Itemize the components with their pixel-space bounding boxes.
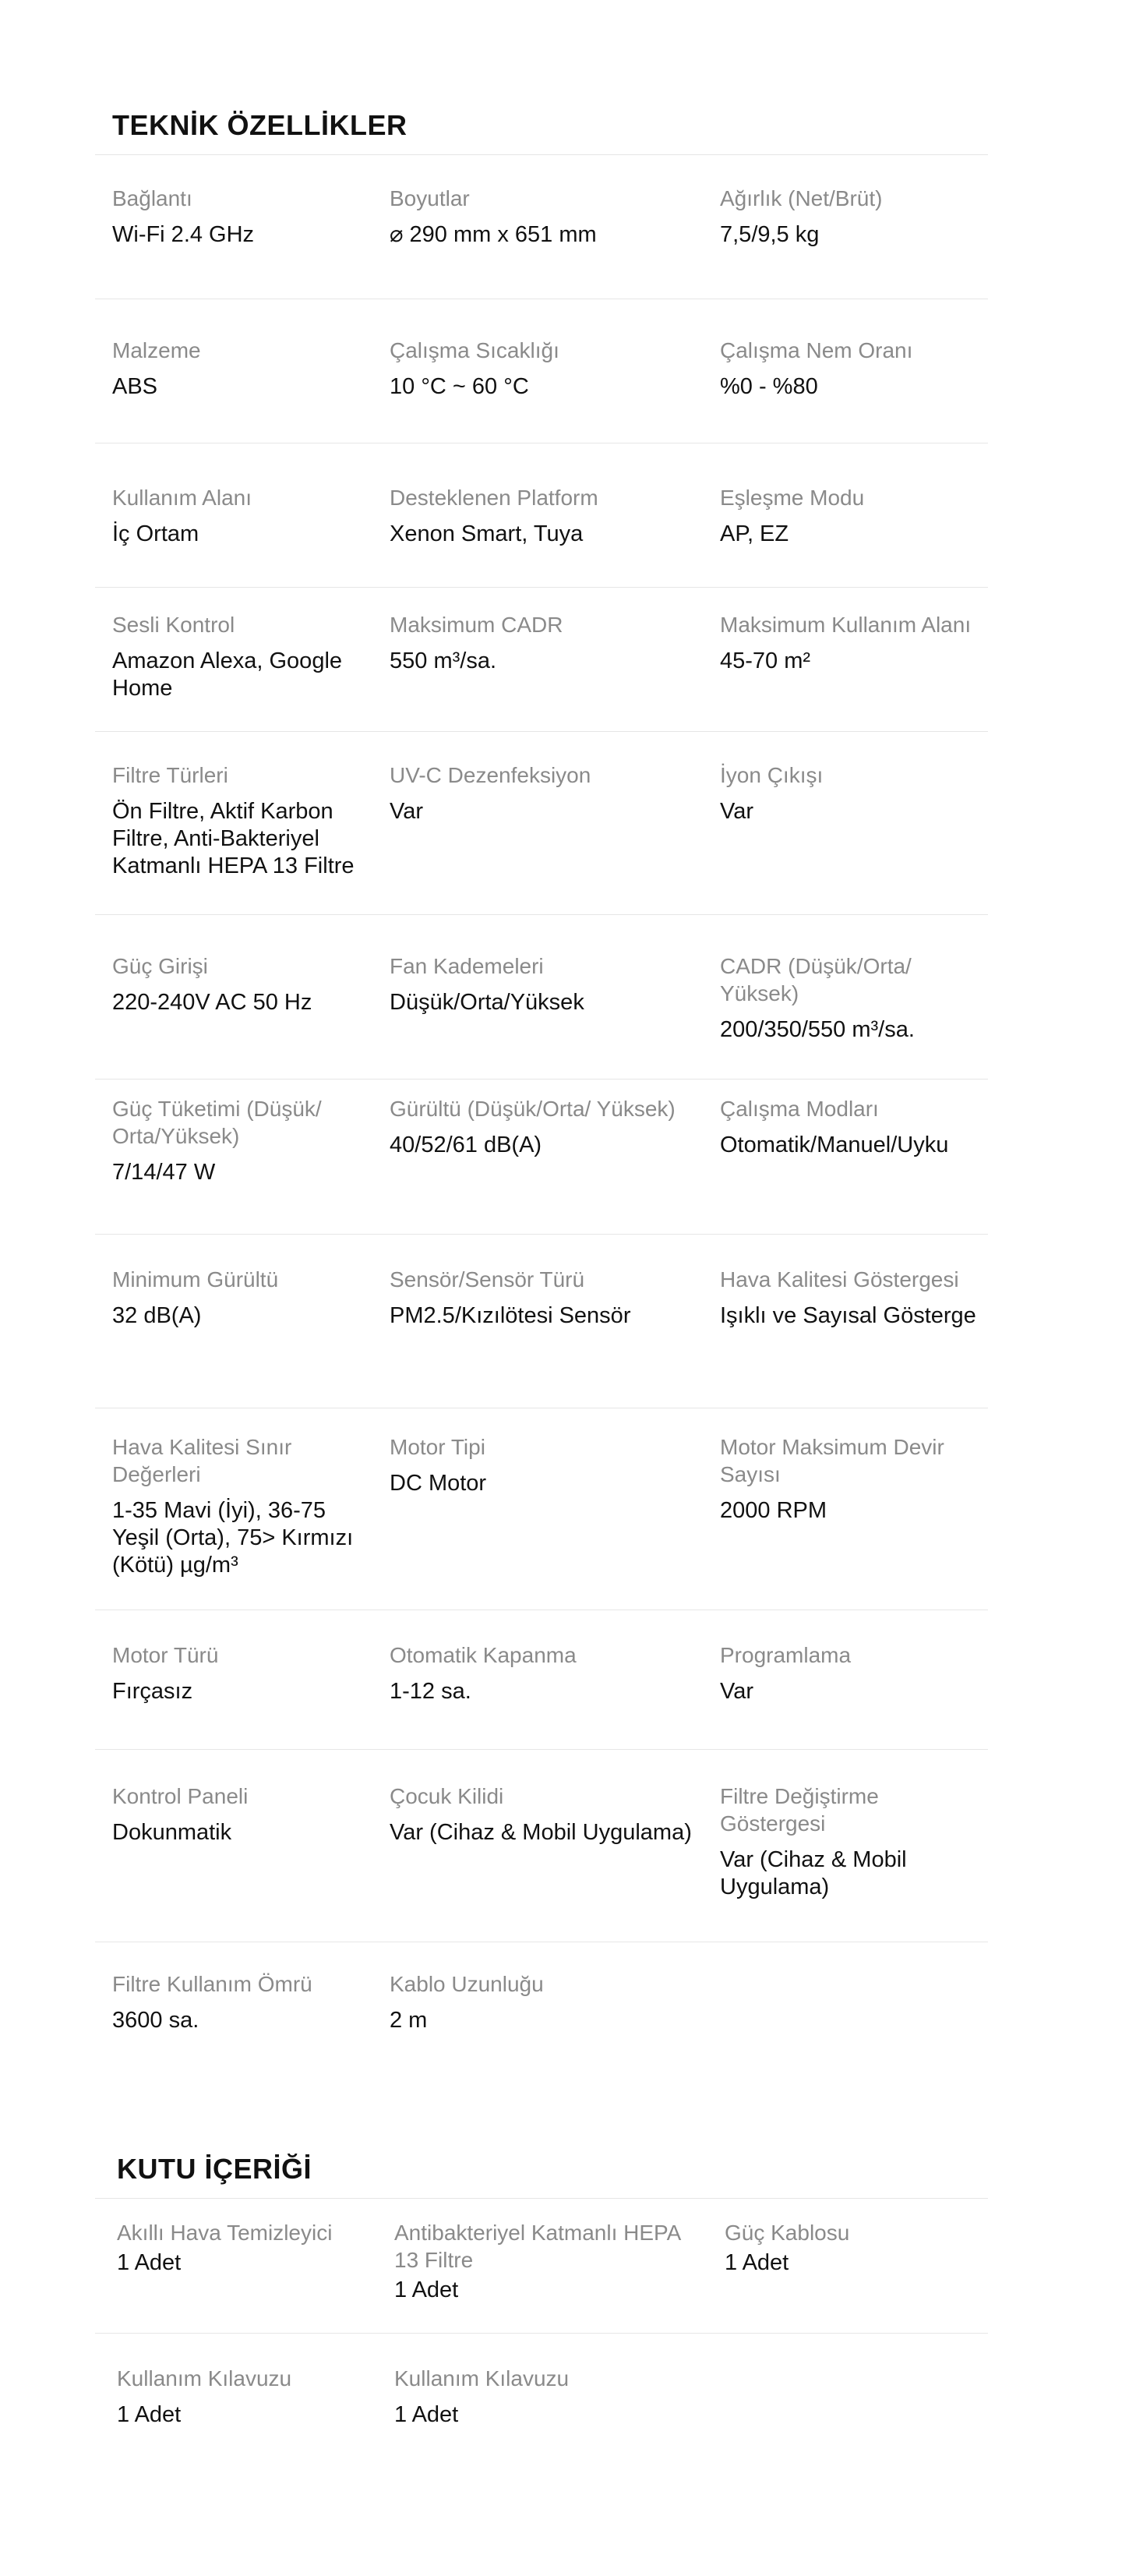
spec-label: CADR (Düşük/Orta/ Yüksek) — [720, 954, 912, 1005]
spec-cell — [720, 484, 985, 548]
spec-label: Motor Tipi — [390, 1435, 485, 1459]
spec-value: 3600 sa. — [112, 2008, 199, 2033]
box-item-label: Kullanım Kılavuzu — [394, 2366, 570, 2390]
spec-label: Filtre Kullanım Ömrü — [112, 1972, 312, 1996]
spec-cell — [720, 1641, 985, 1705]
spec-value: 2 m — [390, 2008, 428, 2033]
spec-value: 32 dB(A) — [112, 1303, 202, 1328]
spec-value: Amazon Alexa, Google Home — [112, 648, 343, 701]
spec-cell — [112, 761, 369, 880]
spec-cell — [112, 1266, 369, 1330]
box-row — [95, 2334, 988, 2443]
spec-cell — [390, 611, 701, 675]
spec-cell — [390, 1783, 701, 1846]
box-cell — [394, 2365, 706, 2429]
spec-label: Gürültü (Düşük/Orta/ Yüksek) — [390, 1097, 676, 1121]
spec-label: Çalışma Sıcaklığı — [390, 338, 559, 362]
box-row — [95, 2199, 988, 2334]
spec-label: Kullanım Alanı — [112, 486, 252, 510]
spec-label: Sesli Kontrol — [112, 613, 235, 637]
spec-cell — [720, 1266, 985, 1330]
spec-value: Düşük/Orta/Yüksek — [390, 990, 584, 1015]
spec-value: Var (Cihaz & Mobil Uygulama) — [390, 1820, 692, 1845]
spec-value: Wi-Fi 2.4 GHz — [112, 222, 255, 247]
spec-cell — [390, 1970, 701, 2034]
spec-label: Fan Kademeleri — [390, 954, 544, 978]
spec-label: Malzeme — [112, 338, 201, 362]
spec-cell — [112, 611, 369, 702]
spec-value: 7,5/9,5 kg — [720, 222, 820, 247]
spec-cell — [112, 337, 369, 401]
spec-value: Xenon Smart, Tuya — [390, 521, 584, 546]
spec-cell — [720, 761, 985, 825]
box-cell — [117, 2365, 366, 2429]
spec-value: ABS — [112, 374, 158, 399]
spec-value: Var — [390, 799, 423, 824]
box-item-quantity: 1 Adet — [394, 2277, 459, 2302]
specs-title: TEKNİK ÖZELLİKLER — [95, 92, 988, 155]
spec-label: Güç Tüketimi (Düşük/ Orta/Yüksek) — [112, 1097, 322, 1148]
box-item-quantity: 1 Adet — [117, 2402, 182, 2427]
spec-label: Otomatik Kapanma — [390, 1643, 577, 1667]
spec-row — [95, 1942, 988, 2067]
spec-row — [95, 155, 988, 299]
spec-cell — [112, 1433, 369, 1579]
box-cell — [394, 2219, 706, 2304]
spec-value: 7/14/47 W — [112, 1160, 216, 1185]
spec-label: Maksimum CADR — [390, 613, 563, 637]
spec-label: Eşleşme Modu — [720, 486, 865, 510]
spec-cell — [112, 1095, 369, 1186]
spec-value: ⌀ 290 mm x 651 mm — [390, 222, 597, 247]
spec-label: Kontrol Paneli — [112, 1784, 249, 1808]
spec-value: Otomatik/Manuel/Uyku — [720, 1133, 949, 1157]
spec-row — [95, 732, 988, 915]
box-item-quantity: 1 Adet — [117, 2250, 182, 2275]
spec-cell — [390, 484, 701, 548]
spec-value: Işıklı ve Sayısal Gösterge — [720, 1303, 976, 1328]
spec-row — [95, 588, 988, 732]
spec-value: Dokunmatik — [112, 1820, 232, 1845]
spec-row — [95, 1080, 988, 1235]
spec-value: 200/350/550 m³/sa. — [720, 1017, 915, 1042]
box-item-label: Güç Kablosu — [725, 2221, 850, 2245]
spec-cell — [720, 185, 985, 249]
spec-value: Ön Filtre, Aktif Karbon Filtre, Anti-Bakteriyel Katmanlı HEPA 13 Filtre — [112, 799, 355, 878]
spec-label: Filtre Türleri — [112, 763, 228, 787]
spec-label: İyon Çıkışı — [720, 763, 824, 787]
spec-cell — [390, 337, 701, 401]
spec-value: %0 - %80 — [720, 374, 818, 399]
spec-row — [95, 1610, 988, 1750]
spec-cell — [390, 1095, 701, 1159]
spec-cell — [112, 1641, 369, 1705]
spec-row — [95, 1235, 988, 1408]
spec-cell — [390, 1266, 701, 1330]
spec-value: 1-12 sa. — [390, 1679, 471, 1704]
spec-value: 1-35 Mavi (İyi), 36-75 Yeşil (Orta), 75> Kırmızı (Kötü) µg/m³ — [112, 1498, 354, 1578]
spec-cell — [112, 1970, 369, 2034]
box-item-quantity: 1 Adet — [394, 2402, 459, 2427]
spec-label: Desteklenen Platform — [390, 486, 598, 510]
spec-label: Güç Girişi — [112, 954, 208, 978]
spec-label: Maksimum Kullanım Alanı — [720, 613, 972, 637]
spec-row — [95, 443, 988, 588]
spec-cell — [390, 1433, 701, 1497]
spec-cell — [390, 1641, 701, 1705]
spec-label: Hava Kalitesi Göstergesi — [720, 1267, 959, 1292]
spec-cell — [390, 952, 701, 1016]
spec-label: Kablo Uzunluğu — [390, 1972, 544, 1996]
spec-value: PM2.5/Kızılötesi Sensör — [390, 1303, 631, 1328]
spec-cell — [720, 337, 985, 401]
box-item-label: Akıllı Hava Temizleyici — [117, 2221, 333, 2245]
spec-label: Hava Kalitesi Sınır Değerleri — [112, 1435, 292, 1486]
spec-value: Var — [720, 799, 753, 824]
spec-cell — [112, 484, 369, 548]
spec-value: Fırçasız — [112, 1679, 193, 1704]
spec-label: Filtre Değiştirme Göstergesi — [720, 1784, 879, 1836]
spec-cell — [720, 1095, 985, 1159]
spec-cell — [112, 185, 369, 249]
spec-row — [95, 915, 988, 1080]
spec-label: Motor Maksimum Devir Sayısı — [720, 1435, 944, 1486]
spec-cell — [720, 952, 985, 1044]
spec-cell — [390, 761, 701, 825]
spec-cell — [720, 611, 985, 675]
spec-value: 220-240V AC 50 Hz — [112, 990, 312, 1015]
spec-value: 2000 RPM — [720, 1498, 827, 1523]
box-contents-section — [95, 2136, 988, 2443]
spec-cell — [720, 1433, 985, 1525]
box-item-label: Kullanım Kılavuzu — [117, 2366, 292, 2390]
spec-label: Minimum Gürültü — [112, 1267, 279, 1292]
spec-row — [95, 299, 988, 443]
spec-label: Motor Türü — [112, 1643, 219, 1667]
spec-label: Boyutlar — [390, 186, 470, 210]
spec-cell — [112, 952, 369, 1016]
spec-row — [95, 1408, 988, 1610]
spec-value: 550 m³/sa. — [390, 648, 496, 673]
box-cell — [117, 2219, 366, 2277]
box-cell — [725, 2219, 982, 2277]
spec-value: AP, EZ — [720, 521, 789, 546]
box-item-label: Antibakteriyel Katmanlı HEPA 13 Filtre — [394, 2221, 680, 2272]
spec-value: 45-70 m² — [720, 648, 811, 673]
spec-label: Sensör/Sensör Türü — [390, 1267, 585, 1292]
spec-value: 10 °C ~ 60 °C — [390, 374, 529, 399]
technical-specs-section — [95, 92, 988, 2067]
spec-value: DC Motor — [390, 1471, 487, 1496]
spec-label: Çalışma Modları — [720, 1097, 879, 1121]
spec-label: Çocuk Kilidi — [390, 1784, 504, 1808]
spec-value: Var — [720, 1679, 753, 1704]
box-contents-title: KUTU İÇERİĞİ — [95, 2136, 988, 2199]
spec-label: Çalışma Nem Oranı — [720, 338, 913, 362]
spec-value: 40/52/61 dB(A) — [390, 1133, 542, 1157]
spec-cell — [720, 1783, 985, 1901]
box-item-quantity: 1 Adet — [725, 2250, 789, 2275]
spec-row — [95, 1750, 988, 1942]
spec-cell — [390, 185, 701, 249]
spec-cell — [112, 1783, 369, 1846]
spec-label: UV-C Dezenfeksiyon — [390, 763, 591, 787]
spec-value: İç Ortam — [112, 521, 199, 546]
spec-label: Programlama — [720, 1643, 852, 1667]
spec-value: Var (Cihaz & Mobil Uygulama) — [720, 1847, 907, 1899]
spec-label: Ağırlık (Net/Brüt) — [720, 186, 883, 210]
spec-label: Bağlantı — [112, 186, 192, 210]
